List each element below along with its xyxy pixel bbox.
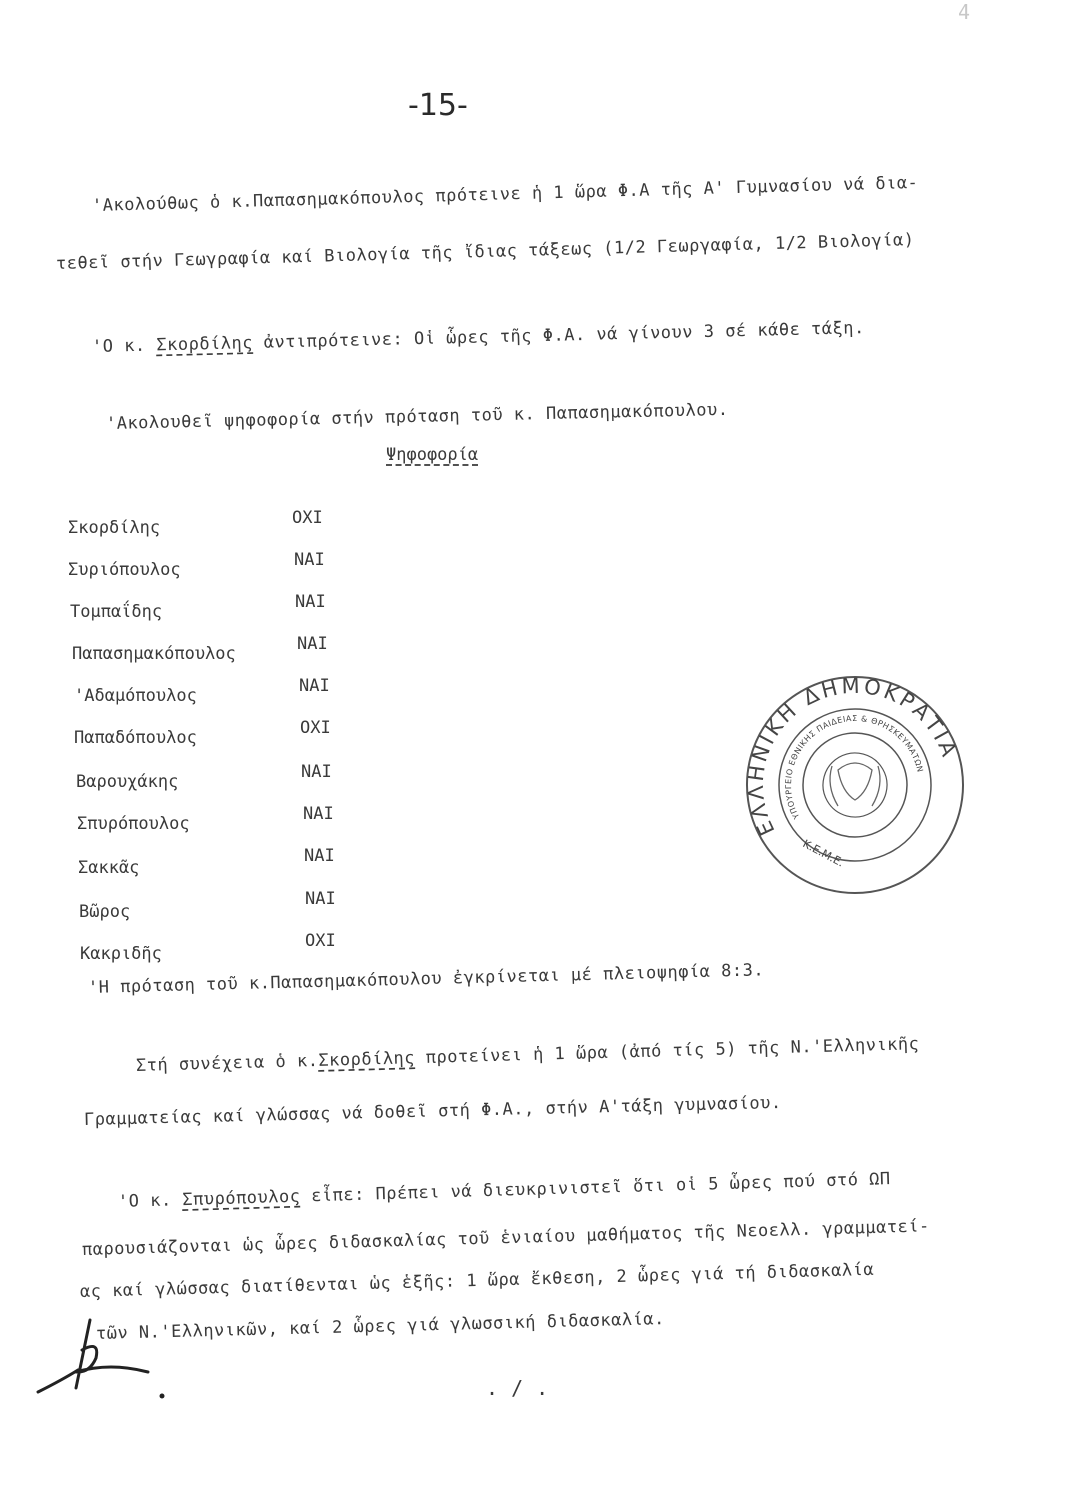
paragraph-5-line-4: τῶν Ν.'Ελληνικῶν, καί 2 ὧρες γιά γλωσσική διδασκαλία. bbox=[95, 1309, 666, 1344]
corner-page-mark: 4 bbox=[958, 0, 971, 24]
vote-row-value: ΟΧΙ bbox=[300, 718, 331, 738]
vote-row-value: ΝΑΙ bbox=[301, 762, 332, 782]
vote-row-value: ΝΑΙ bbox=[305, 889, 336, 909]
paragraph-4-suffix: προτείνει ἡ 1 ὥρα (ἀπό τίς 5) τῆς Ν.'Ελληνικῆς bbox=[414, 1034, 920, 1069]
vote-row-name: Παπαδόπουλος bbox=[74, 728, 197, 748]
paragraph-1-line-1: 'Ακολούθως ὁ κ.Παπασημακόπουλος πρότεινε ἡ 1 ὥρα Φ.Α τῆς Α' Γυμνασίου νά δια- bbox=[91, 172, 919, 216]
stamp-inner-text: ΥΠΟΥΡΓΕΙΟ ΕΘΝΙΚΗΣ ΠΑΙΔΕΙΑΣ & ΘΡΗΣΚΕΥΜΑΤΩΝ bbox=[783, 713, 925, 821]
stamp-outer-text: ΕΛΛΗΝΙΚΗ ΔΗΜΟΚΡΑΤΙΑ bbox=[743, 673, 962, 840]
vote-row-name: Βῶρος bbox=[79, 902, 131, 922]
paragraph-5-line-1 bbox=[118, 1169, 891, 1212]
handwritten-signature bbox=[30, 1310, 180, 1420]
paragraph-5-line-2: παρουσιάζονται ὡς ὧρες διδασκαλίας τοῦ ἑνιαίου μαθήματος τῆς Νεοελλ. γραμματεί- bbox=[81, 1216, 931, 1260]
paragraph-4-name: Σκορδίλης bbox=[318, 1048, 416, 1071]
vote-row-name: Κακριδῆς bbox=[80, 944, 162, 964]
vote-result: 'Η πρόταση τοῦ κ.Παπασημακόπουλου ἐγκρίνεται μέ πλειοψηφία 8:3. bbox=[87, 960, 765, 998]
official-stamp bbox=[740, 670, 970, 900]
vote-row-name: Σκορδίλης bbox=[68, 518, 161, 538]
paragraph-4-line-2: Γραμματείας καί γλώσσας νά δοθεῖ στή Φ.Α., στήν Α'τάξη γυμνασίου. bbox=[83, 1092, 782, 1130]
vote-row-value: ΟΧΙ bbox=[305, 931, 336, 951]
paragraph-1-line-2: τεθεῖ στήν Γεωγραφία καί Βιολογία τῆς ἴδιας τάξεως (1/2 Γεωργαφία, 1/2 Βιολογία) bbox=[55, 230, 915, 274]
vote-row-value: ΝΑΙ bbox=[294, 550, 325, 570]
page-number: -15- bbox=[408, 88, 468, 123]
stamp-bottom-text: Κ.Ε.Μ.Ε. bbox=[800, 837, 847, 870]
paragraph-2-prefix: 'Ο κ. bbox=[91, 335, 157, 357]
paragraph-2-name: Σκορδίλης bbox=[156, 333, 254, 356]
vote-row-value: ΝΑΙ bbox=[299, 676, 330, 696]
vote-row-name: Παπασημακόπουλος bbox=[72, 644, 236, 664]
paragraph-3: 'Ακολουθεῖ ψηφοφορία στήν πρόταση τοῦ κ. Παπασημακόπουλου. bbox=[105, 399, 729, 434]
paragraph-5-line-3: ας καί γλώσσας διατίθενται ὡς ἑξῆς: 1 ὥρα ἔκθεση, 2 ὧρες γιά τή διδασκαλία bbox=[79, 1259, 875, 1302]
vote-row-value: ΝΑΙ bbox=[304, 846, 335, 866]
vote-row-name: Τομπαΐδης bbox=[70, 602, 163, 622]
paragraph-2-suffix: ἀντιπρότεινε: Οἱ ὧρες τῆς Φ.Α. νά γίνουν 3 σέ κάθε τάξη. bbox=[252, 318, 865, 354]
vote-row-name: Συριόπουλος bbox=[68, 560, 181, 580]
paragraph-2 bbox=[92, 318, 865, 357]
vote-row-value: ΝΑΙ bbox=[303, 804, 334, 824]
paragraph-4-line-1 bbox=[136, 1034, 920, 1076]
vote-row-value: ΝΑΙ bbox=[297, 634, 328, 654]
paragraph-4-prefix: Στή συνέχεια ὁ κ. bbox=[135, 1050, 319, 1076]
vote-row-value: ΝΑΙ bbox=[295, 592, 326, 612]
paragraph-5-prefix: 'Ο κ. bbox=[117, 1190, 183, 1212]
svg-text:ΕΛΛΗΝΙΚΗ ΔΗΜΟΚΡΑΤΙΑ bbox=[740, 670, 964, 863]
vote-row-value: ΟΧΙ bbox=[292, 508, 323, 528]
paragraph-5-name: Σπυρόπουλος bbox=[182, 1186, 301, 1211]
vote-row-name: Βαρουχάκης bbox=[76, 772, 179, 792]
continuation-mark: . / . bbox=[486, 1376, 549, 1400]
vote-row-name: Σπυρόπουλος bbox=[77, 814, 190, 834]
vote-row-name: Σακκᾶς bbox=[78, 858, 140, 878]
vote-heading: Ψηφοφορία bbox=[386, 445, 479, 465]
vote-row-name: 'Αδαμόπουλος bbox=[74, 686, 197, 706]
paragraph-5-suffix: εἶπε: Πρέπει νά διευκρινιστεῖ ὅτι οἱ 5 ὧρες πού στό ΩΠ bbox=[300, 1169, 891, 1207]
